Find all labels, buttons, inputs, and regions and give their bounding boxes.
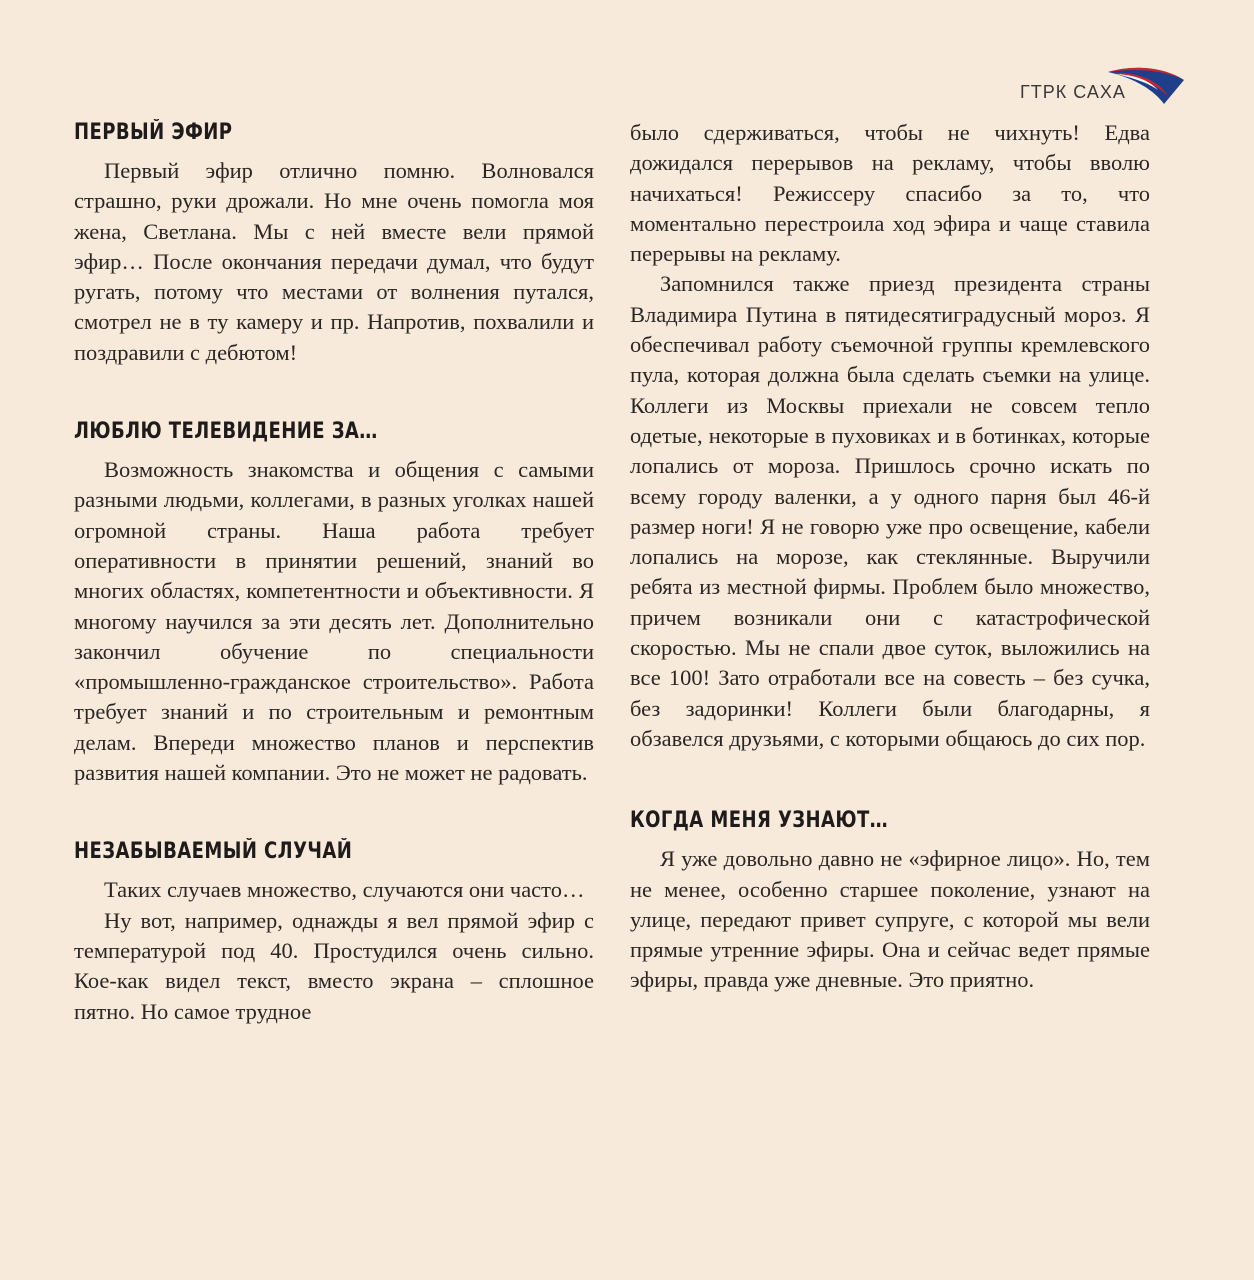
section-heading-unforgettable-case: НЕЗАБЫВАЕМЫЙ СЛУЧАЙ [74,839,353,865]
left-column [74,118,594,1027]
right-column [630,118,1150,996]
paragraph-first-broadcast: Первый эфир отлично помню. Волновался страшно, руки дрожали. Но мне очень помогла моя жена, Светлана. Мы с ней вместе вели прямой эфир… После окончания передачи думал, что будут ругать, потому что местами от волнения путался, смотрел не в ту камеру и пр. Напротив, похвалили и поздравили с дебютом! [74,158,594,365]
section-heading-love-tv: ЛЮБЛЮ ТЕЛЕВИДЕНИЕ ЗА… [74,419,378,445]
paragraph-love-tv: Возможность знакомства и общения с самыми разными людьми, коллегами, в разных уголках нашей огромной страны. Наша работа требует оперативности в принятии решений, знаний во многих областях, компетентности и объективности. Я многому научился за эти десять лет. Дополнительно закончил обучение по специальности «промышленно-гражданское строительство». Работа требует знаний и по строительным и ремонтным делам. Впереди множество планов и перспектив развития нашей компании. Это не может не радовать. [74,457,594,786]
logo [1016,62,1186,112]
paragraph-unforgettable-case-1: Таких случаев множество, случаются они часто… [104,877,585,903]
paragraph-recognized: Я уже довольно давно не «эфирное лицо». Но, тем не менее, особенно старшее поколение, узнают на улице, передают привет супруге, с которой мы вели прямые утренние эфиры. Она и сейчас ведет прямые эфиры, правда уже дневные. Это приятно. [630,846,1150,993]
paragraph-continued: было сдерживаться, чтобы не чихнуть! Едва дожидался перерывов на рекламу, чтобы вволю начихаться! Режиссеру спасибо за то, что моментально перестроила ход эфира и чаще ставила перерывы на рекламу. [630,120,1150,267]
section-heading-recognized: КОГДА МЕНЯ УЗНАЮТ… [630,808,889,834]
paragraph-putin-visit: Запомнился также приезд президента страны Владимира Путина в пятидесятиградусный мороз. Я обеспечивал работу съемочной группы кремлевского пула, которая должна была сделать съемки на улице. Коллеги из Москвы приехали не совсем тепло одетые, некоторые в пуховиках и в ботинках, которые лопались от мороза. Пришлось срочно искать по всему городу валенки, а у одного парня был 46-й размер ноги! Я не говорю уже про освещение, кабели лопались на морозе, как стеклянные. Выручили ребята из местной фирмы. Проблем было множество, причем возникали они с катастрофической скоростью. Мы не спали двое суток, выложились на все 100! Зато отработали все на совесть – без сучка, без задоринки! Коллеги были благодарны, я обзавелся друзьями, с которыми общаюсь до сих пор. [630,271,1150,751]
paragraph-unforgettable-case-2: Ну вот, например, однажды я вел прямой эфир с температурой под 40. Простудился очень сильно. Кое-как видел текст, вместо экрана – сплошное пятно. Но самое трудное [74,907,594,1024]
section-heading-first-broadcast: ПЕРВЫЙ ЭФИР [74,120,233,145]
logo-text: ГТРК САХА [1020,82,1126,102]
logo-flag-icon [1106,62,1186,106]
